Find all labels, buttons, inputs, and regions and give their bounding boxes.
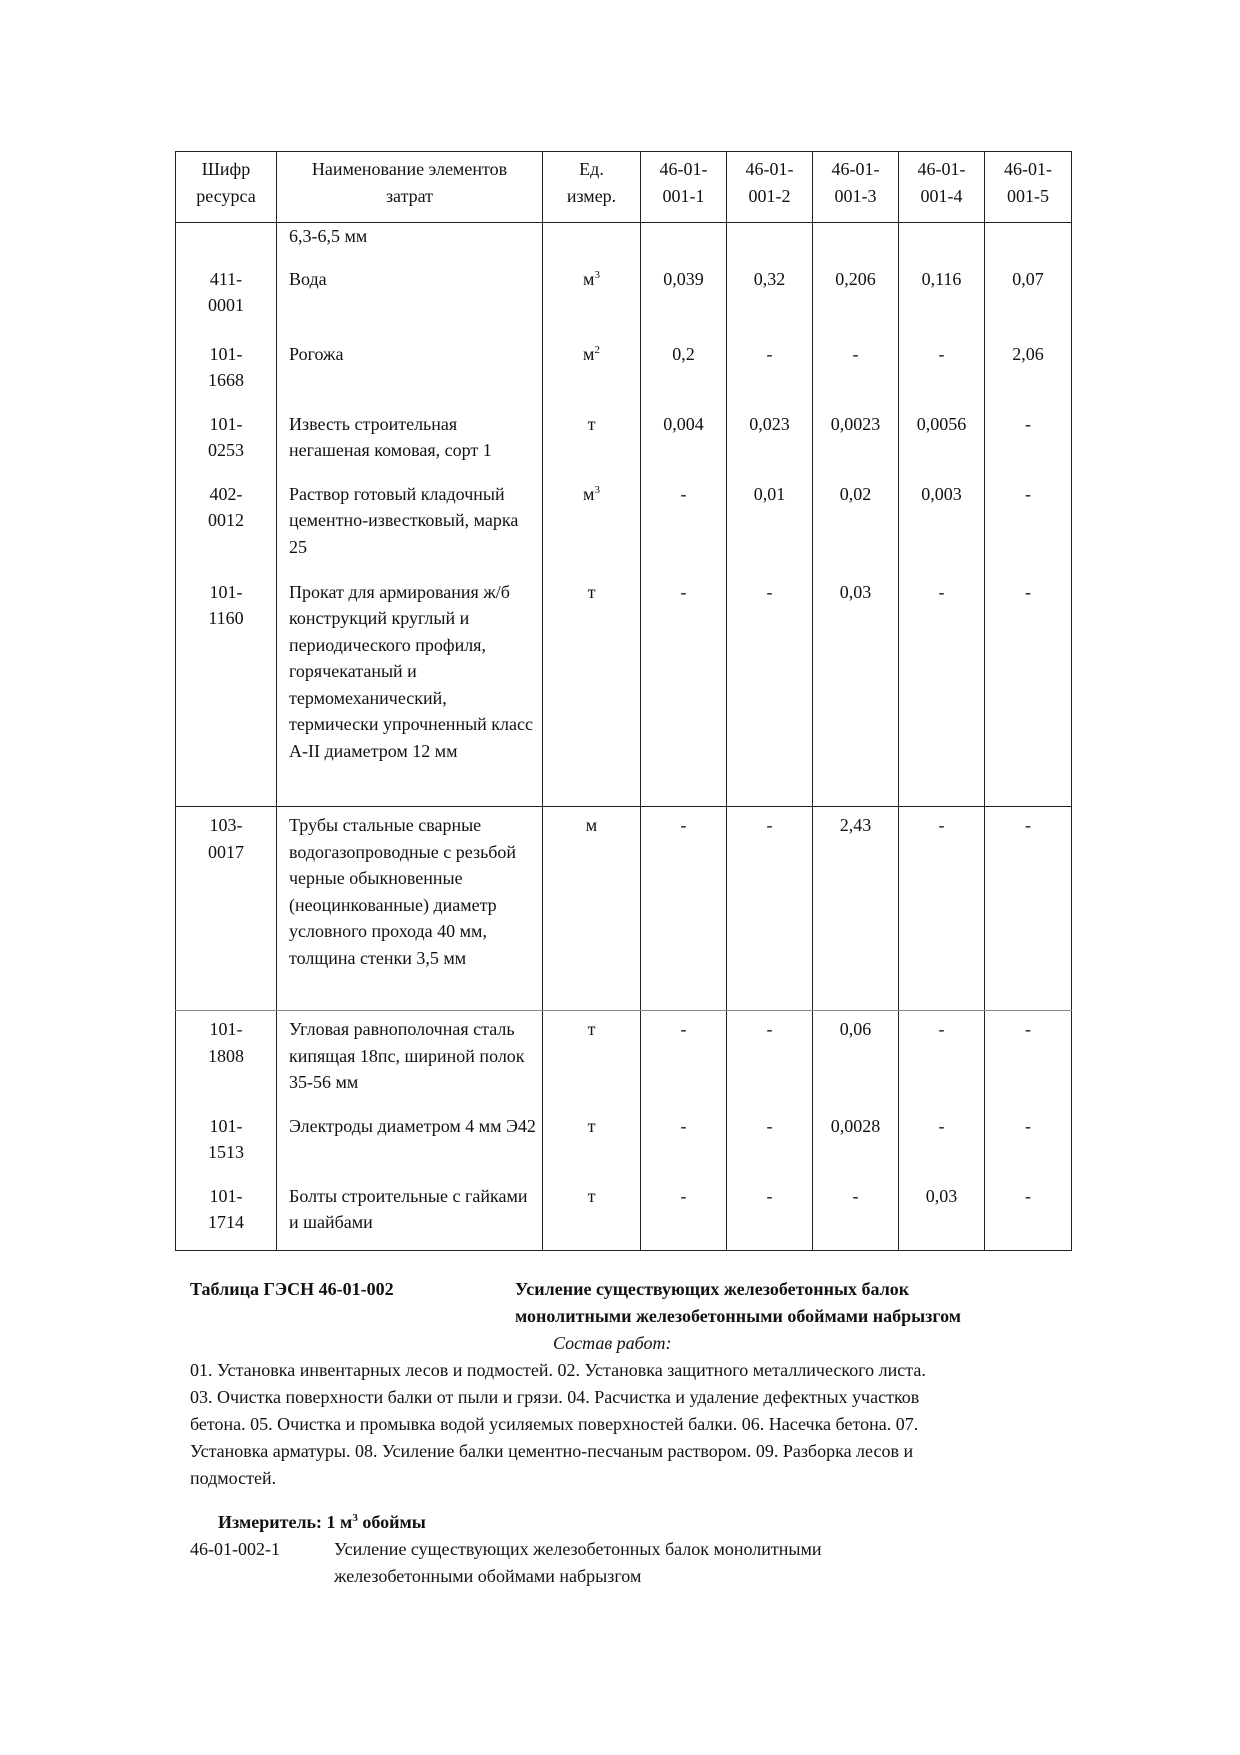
table-row — [176, 406, 1072, 476]
value-cell: 0,32 — [727, 261, 813, 336]
value-cell: 0,0023 — [813, 406, 899, 476]
resource-code-cell — [176, 336, 277, 406]
resource-code-line: 1513 — [208, 1142, 244, 1162]
value-cell: - — [727, 574, 813, 807]
resource-code-line: 101- — [209, 1185, 243, 1206]
value-cell: 0,206 — [813, 261, 899, 336]
value-cell — [899, 223, 985, 261]
column-header — [543, 152, 641, 223]
resource-code-line: 0253 — [208, 440, 244, 460]
resource-code-cell — [176, 476, 277, 574]
value-cell: - — [985, 1011, 1072, 1108]
resource-code-line: 402- — [209, 483, 243, 504]
unit-cell — [543, 406, 641, 476]
resource-table — [175, 151, 1072, 1251]
resource-name-cell: Раствор готовый кладочный цементно-известковый, марка 25 — [277, 476, 543, 574]
unit-cell — [543, 261, 641, 336]
value-cell: - — [641, 1178, 727, 1251]
column-header — [899, 152, 985, 223]
value-cell: 0,03 — [813, 574, 899, 807]
resource-code-line: 101- — [209, 343, 243, 364]
resource-code-cell — [176, 406, 277, 476]
value-cell: 0,023 — [727, 406, 813, 476]
resource-code-line: 103- — [209, 815, 243, 835]
column-header-line: затрат — [385, 185, 434, 206]
item-description-line-2: железобетонными обоймами набрызгом — [334, 1566, 642, 1586]
section-title-line-1: Усиление существующих железобетонных балок — [515, 1279, 910, 1299]
unit-cell — [543, 1108, 641, 1178]
column-header — [985, 152, 1072, 223]
value-cell: 0,0028 — [813, 1108, 899, 1178]
value-cell: - — [727, 1011, 813, 1108]
value-cell: - — [985, 807, 1072, 1011]
resource-code-line: 101- — [209, 1019, 243, 1039]
value-cell — [813, 223, 899, 261]
unit-cell — [543, 223, 641, 261]
value-cell: - — [641, 1108, 727, 1178]
value-cell: 0,116 — [899, 261, 985, 336]
value-cell: - — [899, 1011, 985, 1108]
resource-code-line: 0012 — [208, 510, 244, 530]
resource-code-line: 411- — [209, 268, 243, 289]
value-cell: - — [641, 1011, 727, 1108]
value-cell: - — [899, 574, 985, 807]
unit-text: м — [583, 268, 595, 289]
unit-text: т — [587, 1115, 596, 1136]
value-cell: 0,03 — [899, 1178, 985, 1251]
meter-sup: 3 — [352, 1512, 358, 1524]
value-cell: 2,06 — [985, 336, 1072, 406]
column-header-line: Ед. — [579, 159, 604, 179]
table-row — [176, 261, 1072, 336]
table-label: Таблица ГЭСН 46-01-002 — [190, 1279, 394, 1299]
resource-code-cell — [176, 574, 277, 807]
column-header-line: 46-01- — [831, 159, 880, 179]
resource-code-line: 0017 — [208, 841, 244, 862]
value-cell: 2,43 — [813, 807, 899, 1011]
value-cell: - — [727, 1108, 813, 1178]
resource-code-cell — [176, 223, 277, 261]
value-cell — [641, 223, 727, 261]
column-header — [727, 152, 813, 223]
column-header-line: Шифр — [201, 159, 251, 179]
meter-rest: обоймы — [357, 1512, 426, 1532]
table-row — [176, 476, 1072, 574]
table-row — [176, 1178, 1072, 1251]
resource-code-cell — [176, 1011, 277, 1108]
unit-cell — [543, 476, 641, 574]
resource-name-cell: 6,3-6,5 мм — [277, 223, 543, 261]
resource-name-cell: Рогожа — [277, 336, 543, 406]
table-row — [176, 1108, 1072, 1178]
resource-code-cell — [176, 261, 277, 336]
resource-name-cell: Электроды диаметром 4 мм Э42 — [277, 1108, 543, 1178]
unit-superscript: 2 — [594, 343, 600, 356]
value-cell: - — [727, 807, 813, 1011]
resource-name-cell: Известь строительная негашеная комовая, сорт 1 — [277, 406, 543, 476]
resource-code-line: 101- — [209, 413, 243, 434]
work-composition-line: 01. Установка инвентарных лесов и подмостей. 02. Установка защитного металлического листа. — [190, 1360, 926, 1380]
resource-code-cell — [176, 1108, 277, 1178]
resource-code-cell — [176, 807, 277, 1011]
item-code: 46-01-002-1 — [190, 1539, 280, 1559]
unit-text: т — [587, 1019, 596, 1039]
resource-code-line: 1160 — [208, 608, 244, 628]
unit-cell — [543, 336, 641, 406]
value-cell: - — [899, 1108, 985, 1178]
value-cell: - — [985, 406, 1072, 476]
column-header — [277, 152, 543, 223]
table-header-row — [176, 152, 1072, 223]
value-cell: - — [813, 1178, 899, 1251]
column-header-line: ресурса — [196, 185, 256, 206]
resource-code-line: 101- — [209, 1115, 243, 1136]
value-cell: 0,02 — [813, 476, 899, 574]
unit-text: м — [583, 483, 595, 504]
value-cell: 0,07 — [985, 261, 1072, 336]
value-cell — [727, 223, 813, 261]
value-cell: - — [727, 1178, 813, 1251]
resource-code-line: 101- — [209, 581, 243, 602]
value-cell: - — [641, 807, 727, 1011]
table-row — [176, 223, 1072, 261]
column-header-line: 46-01- — [1004, 159, 1052, 179]
item-description-line-1: Усиление существующих железобетонных балок монолитными — [334, 1539, 822, 1559]
table-row — [176, 574, 1072, 807]
unit-text: м — [585, 815, 598, 835]
unit-superscript: 3 — [594, 483, 600, 496]
value-cell: - — [727, 336, 813, 406]
table-row — [176, 336, 1072, 406]
value-cell: - — [899, 336, 985, 406]
unit-cell — [543, 1178, 641, 1251]
value-cell: 0,003 — [899, 476, 985, 574]
value-cell: 0,0056 — [899, 406, 985, 476]
resource-code-line: 1668 — [208, 370, 244, 390]
meter-text: Измеритель: 1 м — [218, 1512, 353, 1532]
value-cell: 0,2 — [641, 336, 727, 406]
value-cell: - — [985, 574, 1072, 807]
work-composition-line: Установка арматуры. 08. Усиление балки цементно-песчаным раствором. 09. Разборка лесов и — [190, 1441, 914, 1461]
work-composition-text — [190, 1357, 926, 1492]
value-cell: - — [985, 1108, 1072, 1178]
column-header-line: измер. — [566, 185, 617, 206]
value-cell: - — [985, 1178, 1072, 1251]
value-cell: - — [641, 574, 727, 807]
work-composition-line: бетона. 05. Очистка и промывка водой усиляемых поверхностей балки. 06. Насечка бетона. 07. — [190, 1414, 919, 1434]
value-cell: - — [899, 807, 985, 1011]
work-composition-line: 03. Очистка поверхности балки от пыли и грязи. 04. Расчистка и удаление дефектных участков — [190, 1387, 920, 1407]
meter-label — [218, 1509, 426, 1536]
resource-code-cell — [176, 1178, 277, 1251]
resource-name-cell: Трубы стальные сварные водогазопроводные с резьбой черные обыкновенные (неоцинкованные) диаметр условного прохода 40 мм, толщина стенки 3,5 мм — [277, 807, 543, 1011]
unit-cell — [543, 807, 641, 1011]
work-composition-line: подмостей. — [190, 1468, 277, 1488]
column-header-line: 46-01- — [659, 159, 708, 179]
unit-superscript: 3 — [594, 268, 600, 281]
section-title-line-2: монолитными железобетонными обоймами набрызгом — [515, 1306, 962, 1326]
unit-text: т — [587, 581, 596, 602]
resource-name-cell: Болты строительные с гайками и шайбами — [277, 1178, 543, 1251]
column-header-line: Наименование элементов — [311, 159, 508, 179]
value-cell — [985, 223, 1072, 261]
column-header-line: 001-1 — [662, 185, 705, 206]
unit-cell — [543, 1011, 641, 1108]
column-header-line: 001-3 — [834, 185, 877, 206]
resource-name-cell: Угловая равнополочная сталь кипящая 18пс, шириной полок 35-56 мм — [277, 1011, 543, 1108]
column-header-line: 001-2 — [748, 185, 791, 206]
resource-code-line: 1714 — [208, 1212, 244, 1232]
resource-code-line: 0001 — [208, 295, 244, 315]
column-header-line: 001-5 — [1007, 185, 1049, 206]
column-header — [176, 152, 277, 223]
resource-name-cell: Вода — [277, 261, 543, 336]
unit-text: т — [587, 413, 596, 434]
unit-text: м — [583, 343, 595, 364]
column-header-line: 46-01- — [745, 159, 794, 179]
unit-text: т — [587, 1185, 596, 1206]
value-cell: 0,039 — [641, 261, 727, 336]
column-header-line: 46-01- — [917, 159, 966, 179]
value-cell: - — [813, 336, 899, 406]
value-cell: 0,01 — [727, 476, 813, 574]
value-cell: 0,004 — [641, 406, 727, 476]
unit-cell — [543, 574, 641, 807]
work-composition-heading: Состав работ: — [553, 1333, 672, 1353]
column-header-line: 001-4 — [920, 185, 963, 206]
value-cell: - — [985, 476, 1072, 574]
resource-name-cell: Прокат для армирования ж/б конструкций круглый и периодического профиля, горячекатаный и термомеханический, термически упрочненный класс A-II диаметром 12 мм — [277, 574, 543, 807]
column-header — [813, 152, 899, 223]
resource-code-line: 1808 — [208, 1045, 244, 1066]
table-row — [176, 807, 1072, 1011]
value-cell: 0,06 — [813, 1011, 899, 1108]
column-header — [641, 152, 727, 223]
table-row — [176, 1011, 1072, 1108]
value-cell: - — [641, 476, 727, 574]
